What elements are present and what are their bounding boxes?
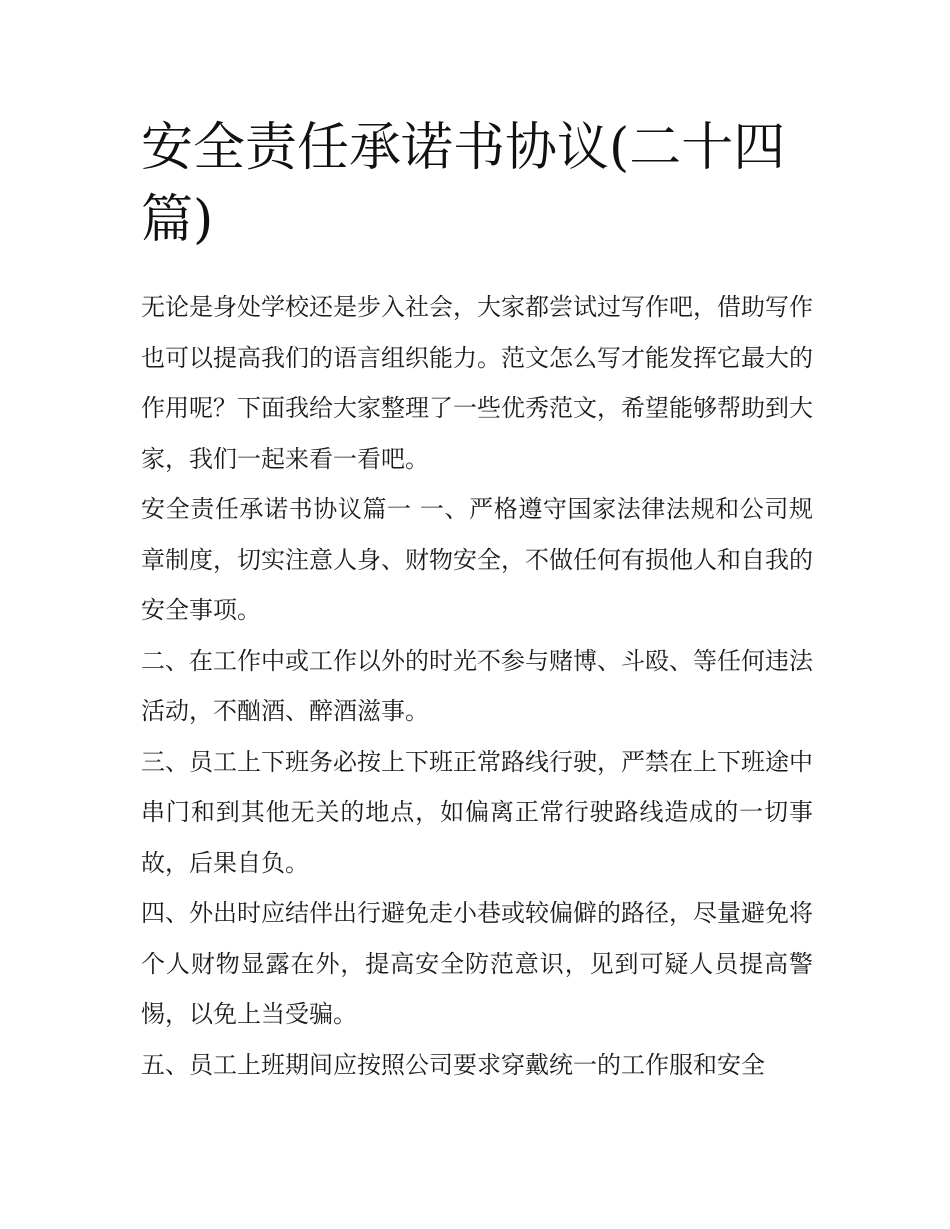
paragraph-item-5: 五、员工上班期间应按照公司要求穿戴统一的工作服和安全 <box>141 1050 765 1079</box>
document-body <box>141 282 813 1090</box>
document-page <box>141 112 813 1090</box>
paragraph-item-3: 三、员工上下班务必按上下班正常路线行驶，严禁在上下班途中串门和到其他无关的地点，如偏离正常行驶路线造成的一切事故，后果自负。 <box>141 747 813 877</box>
paragraph-item-2: 二、在工作中或工作以外的时光不参与赌博、斗殴、等任何违法活动，不酗酒、醉酒滋事。 <box>141 646 813 725</box>
paragraph-item-4: 四、外出时应结伴出行避免走小巷或较偏僻的路径，尽量避免将个人财物显露在外，提高安全防范意识，见到可疑人员提高警惕，以免上当受骗。 <box>141 899 813 1028</box>
document-title: 安全责任承诺书协议(二十四篇) <box>141 118 786 250</box>
paragraph-item-1: 安全责任承诺书协议篇一 一、严格遵守国家法律法规和公司规章制度，切实注意人身、财物安全，不做任何有损他人和自我的安全事项。 <box>141 495 813 624</box>
paragraph-intro: 无论是身处学校还是步入社会，大家都尝试过写作吧，借助写作也可以提高我们的语言组织能力。范文怎么写才能发挥它最大的作用呢？下面我给大家整理了一些优秀范文，希望能够帮助到大家，我们一起来看一看吧。 <box>141 293 813 473</box>
